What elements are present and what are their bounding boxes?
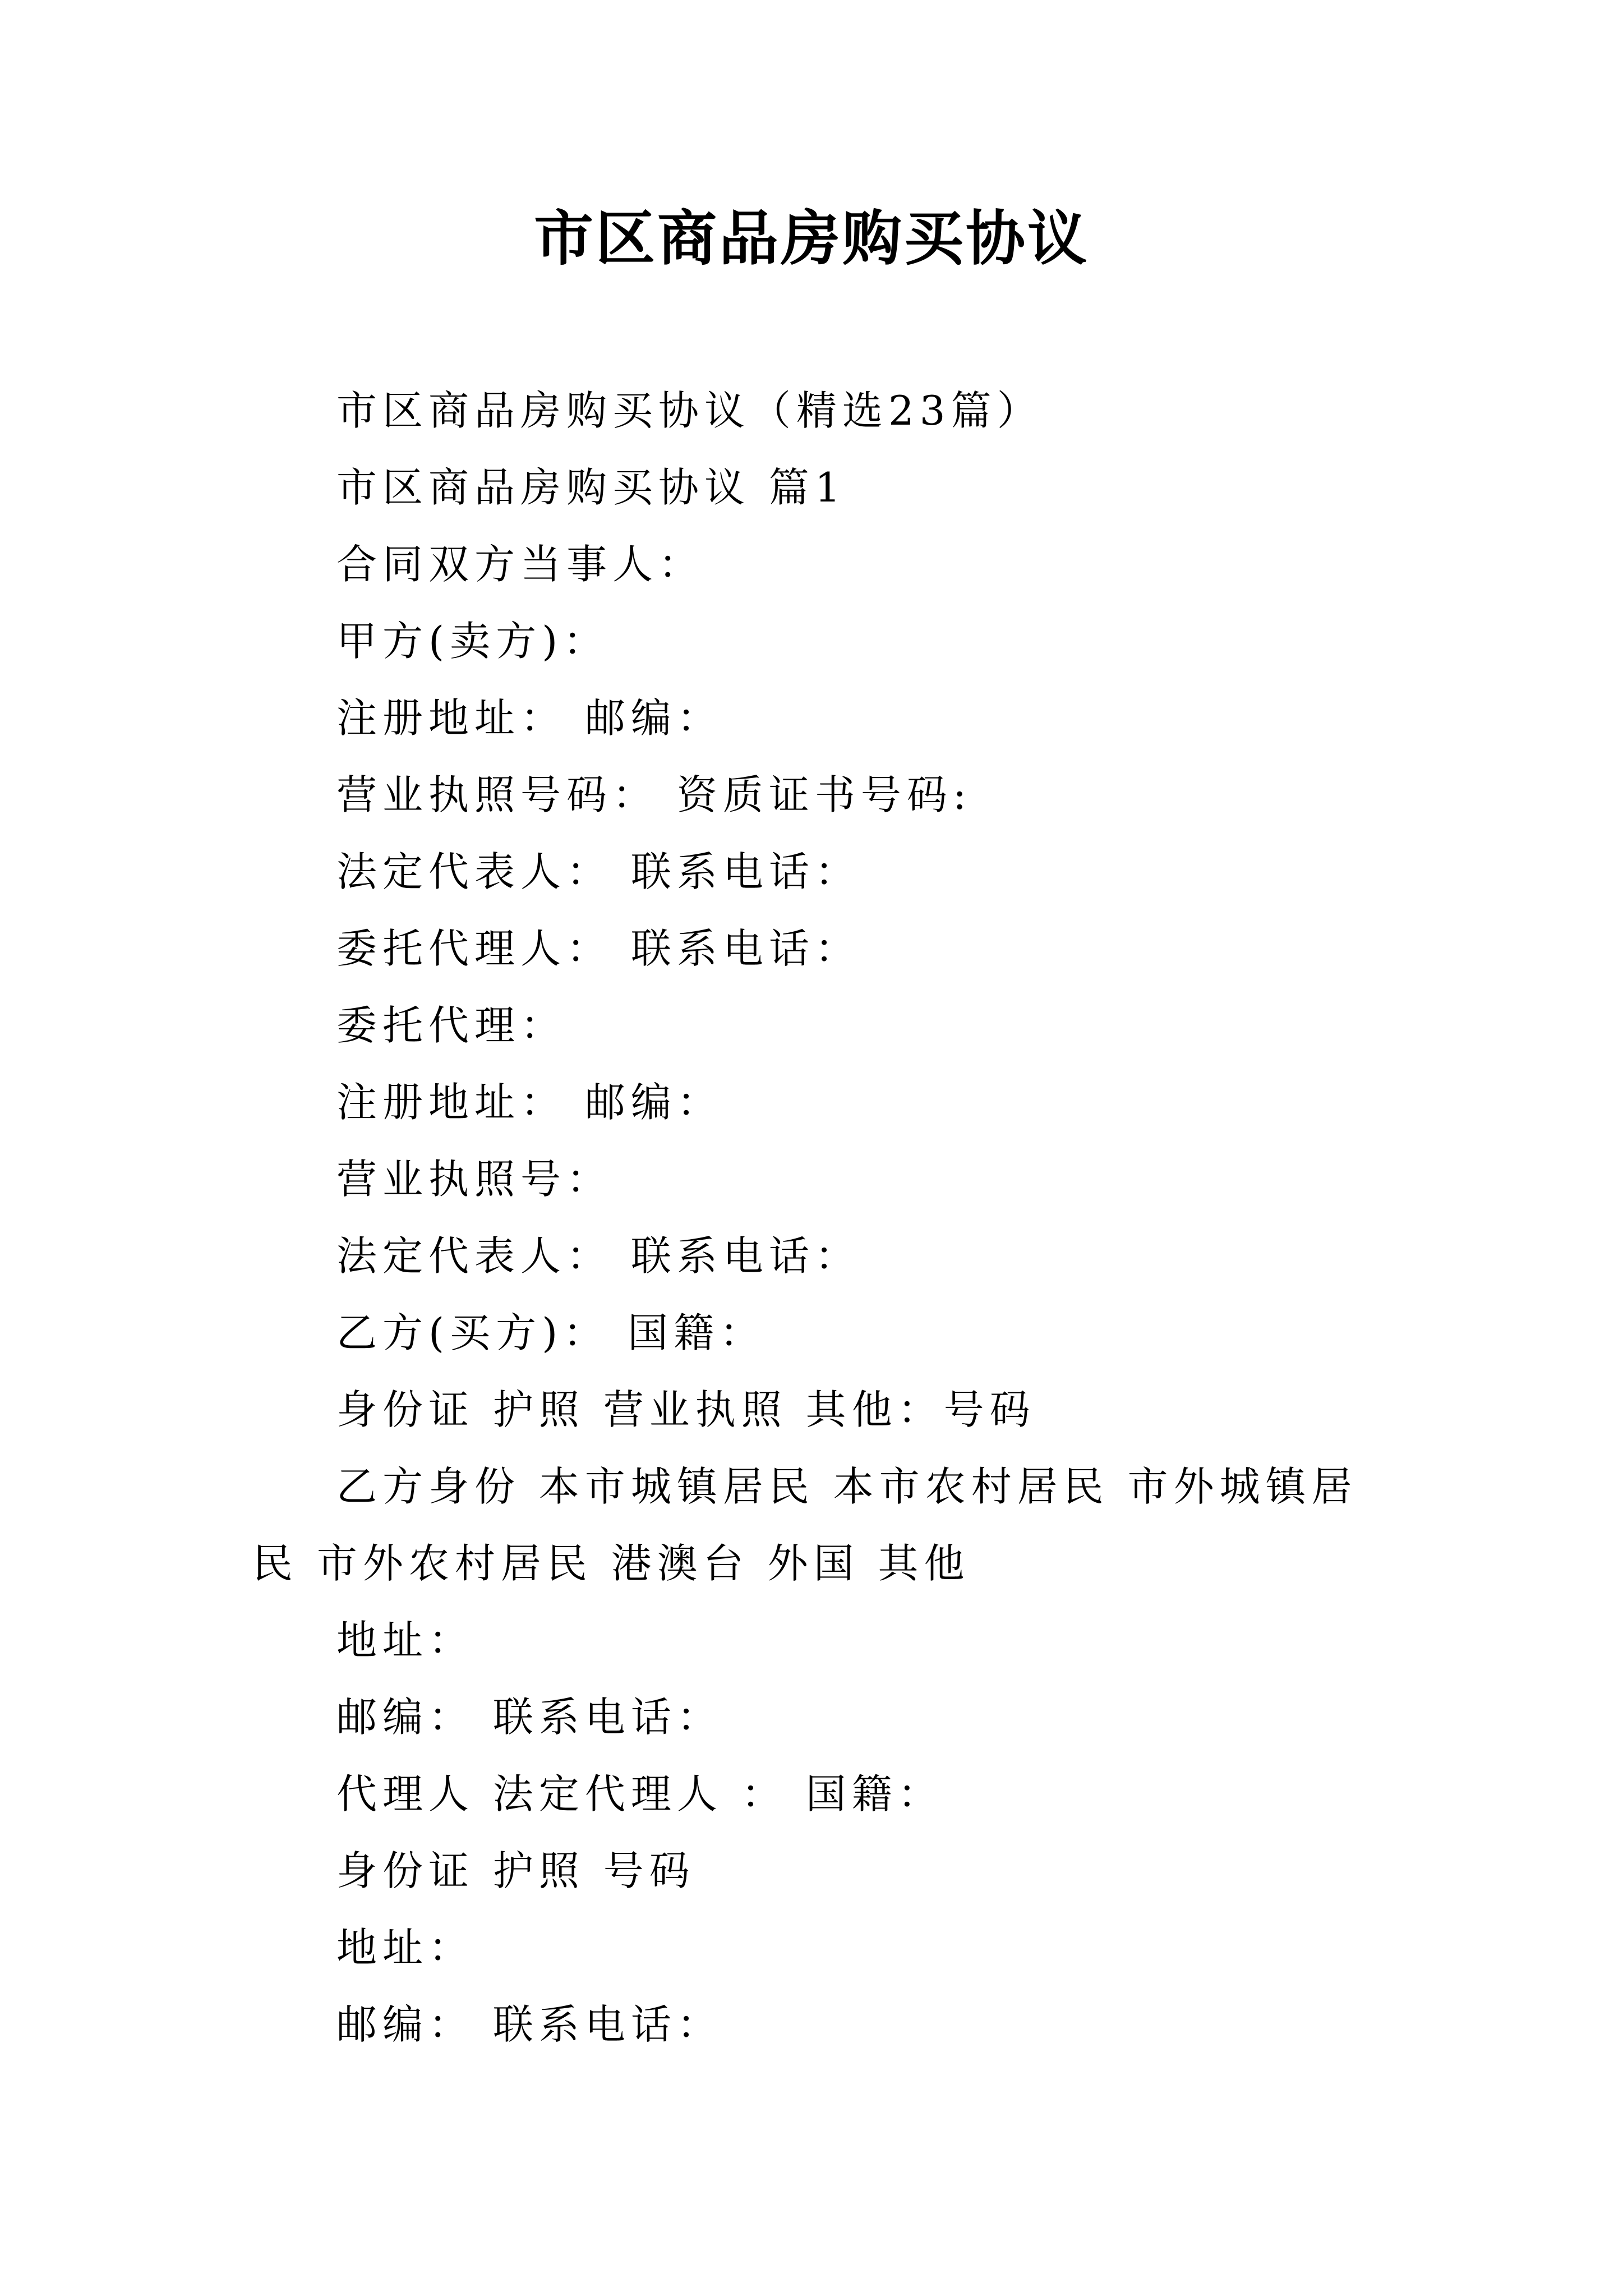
document-body: [252, 372, 1391, 2063]
paragraph: 地址：: [336, 1617, 475, 1664]
paragraph: 邮编： 联系电话：: [336, 2001, 723, 2048]
paragraph: 乙方身份 本市城镇居民 本市农村居民 市外城镇居民 市外农村居民 港澳台 外国 其他: [252, 1463, 1358, 1587]
paragraph: 合同双方当事人：: [336, 541, 705, 588]
document-title: 市区商品房购买协议: [534, 203, 1089, 273]
paragraph: 委托代理人： 联系电话：: [336, 925, 861, 972]
paragraph: 法定代表人： 联系电话：: [336, 848, 861, 895]
paragraph: 代理人 法定代理人 ： 国籍：: [336, 1770, 944, 1818]
paragraph: 市区商品房购买协议（精选23篇）: [336, 387, 1043, 434]
paragraph: 邮编： 联系电话：: [336, 1694, 723, 1741]
section-heading: 市区商品房购买协议 篇1: [336, 464, 846, 511]
paragraph: 身份证 护照 营业执照 其他：号码: [336, 1386, 1036, 1433]
paragraph: 乙方(买方)： 国籍：: [336, 1309, 766, 1356]
paragraph: 身份证 护照 号码: [336, 1847, 695, 1894]
paragraph: 营业执照号码： 资质证书号码:: [336, 771, 972, 818]
paragraph: 法定代表人： 联系电话：: [336, 1232, 861, 1280]
paragraph: 注册地址： 邮编：: [336, 694, 723, 742]
paragraph: 委托代理：: [336, 1002, 567, 1049]
paragraph: 地址：: [336, 1924, 475, 1971]
paragraph: 营业执照号：: [336, 1156, 613, 1203]
paragraph: 注册地址： 邮编：: [336, 1079, 723, 1126]
paragraph: 甲方(卖方)：: [336, 618, 610, 665]
